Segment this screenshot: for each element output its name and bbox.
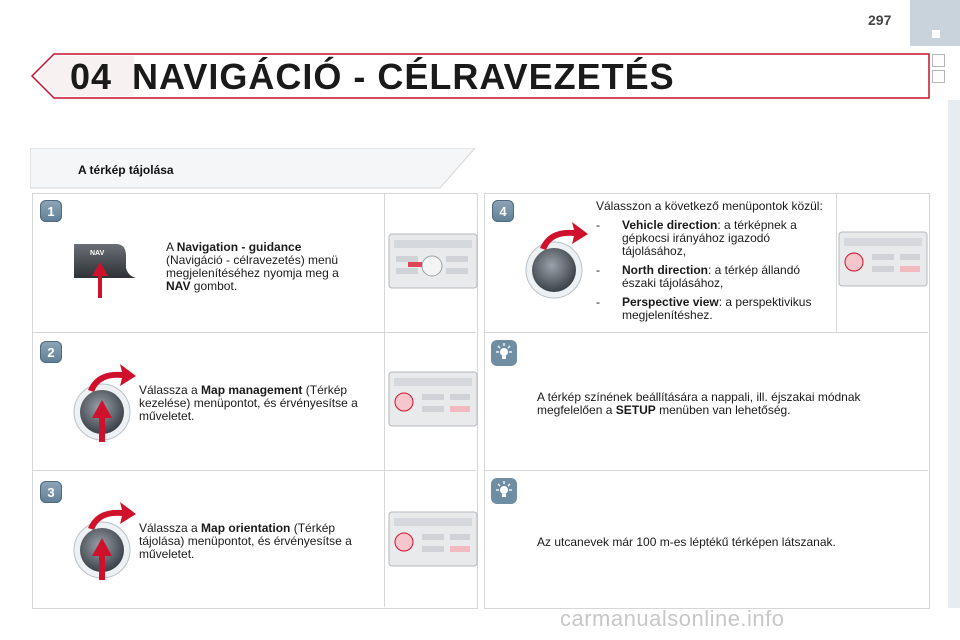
step-badge: 3 [40, 481, 62, 503]
step-badge: 2 [40, 341, 62, 363]
option-item [596, 219, 830, 258]
step-1-bold-menu: Navigation - guidance [176, 240, 302, 254]
step-2-text [139, 384, 371, 423]
tip-2-text: Az utcanevek már 100 m-es léptékű térképen látszanak. [537, 535, 836, 549]
nav-button-press-icon [70, 238, 140, 302]
page-tab [910, 0, 960, 46]
right-image-column-divider [836, 194, 837, 332]
rotary-knob-turn-icon [518, 218, 598, 304]
radio-unit-image [388, 232, 480, 292]
step-2-text-suffix: (Térkép kezelése) menüpontot, és érvényesítse a műveletet. [139, 383, 358, 423]
lightbulb-icon [491, 478, 517, 504]
step-divider [33, 332, 476, 333]
page-number: 297 [868, 12, 892, 28]
radio-unit-image [838, 230, 930, 290]
side-rail [948, 100, 960, 608]
step-badge: 1 [40, 200, 62, 222]
tip-1-text-prefix: A térkép színének beállítására a nappali, ill. éjszakai módnak megfelelően a [537, 390, 861, 417]
rotary-knob-turn-icon [66, 360, 146, 446]
option-item [596, 296, 830, 322]
step-1-text [166, 241, 366, 293]
step-divider [33, 470, 476, 471]
chapter-number: 04 [70, 56, 113, 97]
option-desc: : a térkép állandó északi tájolásához, [622, 263, 801, 290]
tip-1-text-suffix: menüben van lehetőség. [655, 403, 791, 417]
step-2-text-prefix: Válassza a [139, 383, 202, 397]
step-2-bold-menu: Map management [201, 383, 303, 397]
step-4-text [596, 200, 830, 322]
step-1-text-suffix: gombot. [190, 279, 238, 293]
watermark: carmanualsonline.info [560, 606, 785, 631]
lightbulb-icon [491, 340, 517, 366]
option-item [596, 264, 830, 290]
rotary-knob-turn-icon [66, 498, 146, 584]
step-3-bold-menu: Map orientation [201, 521, 291, 535]
option-label: North direction [622, 263, 708, 277]
left-image-column-divider [384, 194, 385, 607]
step-3-text [139, 522, 371, 561]
step-3-text-suffix: (Térkép tájolása) menüpontot, és érvényesítse a műveletet. [139, 521, 352, 561]
step-3-text-prefix: Válassza a [139, 521, 202, 535]
step-divider [485, 332, 928, 333]
option-dash: - [596, 263, 600, 277]
step-1-bold-button: NAV [166, 279, 191, 293]
page-tab-mark [932, 30, 940, 38]
section-heading: A térkép tájolása [78, 163, 174, 177]
tip-1-bold: SETUP [615, 403, 656, 417]
step-divider [485, 470, 928, 471]
step-1-text-prefix: A [166, 240, 177, 254]
tip-1-text [537, 391, 897, 417]
option-label: Vehicle direction [622, 218, 718, 232]
radio-unit-image [388, 370, 480, 430]
option-dash: - [596, 218, 600, 232]
step-1-text-mid: (Navigáció - célravezetés) menü megjelenítéséhez nyomja meg a [166, 253, 339, 280]
step-4-intro: Válasszon a következő menüpontok közül: [596, 199, 823, 213]
nav-button-label: NAV [90, 250, 105, 257]
option-desc: : a perspektivikus megjelenítéshez. [622, 295, 812, 322]
option-dash: - [596, 295, 600, 309]
radio-unit-image [388, 510, 480, 570]
chapter-title: NAVIGÁCIÓ - CÉLRAVEZETÉS [132, 56, 675, 97]
step-badge: 4 [492, 200, 514, 222]
option-desc: : a térképnek a gépkocsi irányához igazodó tájolásához, [622, 218, 797, 258]
option-label: Perspective view [622, 295, 719, 309]
